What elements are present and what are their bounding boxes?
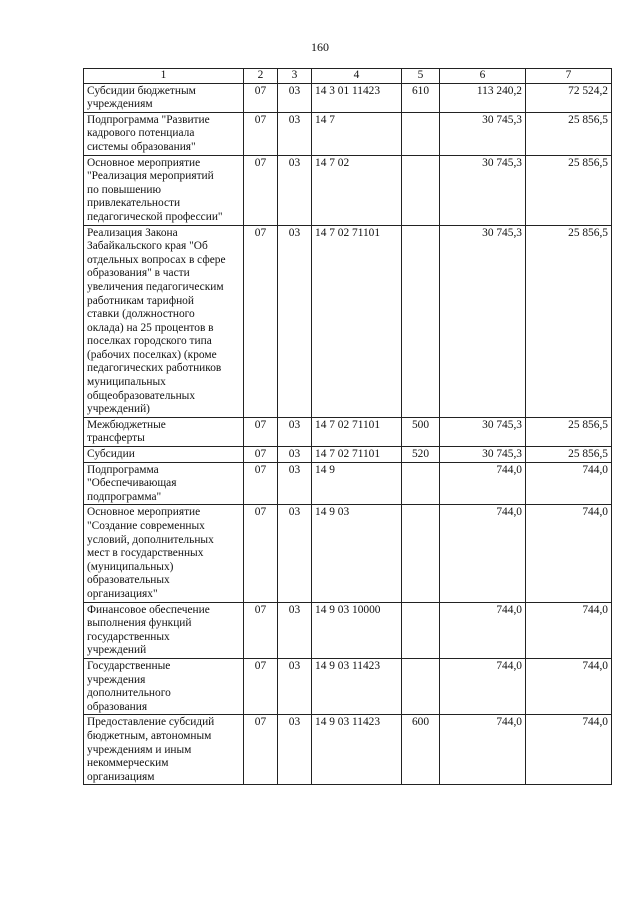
row-name-cell: Финансовое обеспечение выполнения функций государственных учреждений	[84, 602, 244, 658]
header-cell: 5	[402, 69, 440, 84]
table-row	[84, 155, 612, 225]
subsection-cell: 03	[278, 505, 312, 602]
subsection-cell: 03	[278, 417, 312, 446]
subsection-cell: 03	[278, 462, 312, 505]
subsection-cell: 03	[278, 602, 312, 658]
amount-col6-cell: 744,0	[440, 715, 526, 785]
target-code-cell: 14 3 01 11423	[312, 83, 402, 112]
amount-col7-cell: 744,0	[526, 715, 612, 785]
amount-col7-cell: 25 856,5	[526, 155, 612, 225]
subsection-cell: 03	[278, 447, 312, 463]
target-code-cell: 14 9 03	[312, 505, 402, 602]
section-cell: 07	[244, 112, 278, 155]
expense-type-cell	[402, 225, 440, 417]
subsection-cell: 03	[278, 658, 312, 714]
section-cell: 07	[244, 602, 278, 658]
amount-col6-cell: 30 745,3	[440, 225, 526, 417]
section-cell: 07	[244, 462, 278, 505]
row-name-cell: Государственные учреждения дополнительного образования	[84, 658, 244, 714]
amount-col6-cell: 744,0	[440, 505, 526, 602]
target-code-cell: 14 7 02 71101	[312, 417, 402, 446]
row-name-cell: Субсидии	[84, 447, 244, 463]
amount-col6-cell: 30 745,3	[440, 447, 526, 463]
target-code-cell: 14 9 03 11423	[312, 658, 402, 714]
budget-table	[83, 68, 612, 785]
subsection-cell: 03	[278, 112, 312, 155]
table-row	[84, 447, 612, 463]
row-name-cell: Реализация Закона Забайкальского края "Об отдельных вопросах в сфере образования" в части увеличения педагогическим работникам тарифной ставки (должностного оклада) на 25 процентов в поселках городского типа (рабочих поселках) (кроме педагогических работников муниципальных общеобразовательных учреждений)	[84, 225, 244, 417]
expense-type-cell: 610	[402, 83, 440, 112]
expense-type-cell	[402, 112, 440, 155]
row-name-cell: Межбюджетные трансферты	[84, 417, 244, 446]
row-name-cell: Субсидии бюджетным учреждениям	[84, 83, 244, 112]
header-cell: 3	[278, 69, 312, 84]
amount-col6-cell: 744,0	[440, 658, 526, 714]
section-cell: 07	[244, 505, 278, 602]
header-cell: 2	[244, 69, 278, 84]
header-cell: 7	[526, 69, 612, 84]
subsection-cell: 03	[278, 155, 312, 225]
amount-col7-cell: 25 856,5	[526, 112, 612, 155]
table-row	[84, 658, 612, 714]
expense-type-cell	[402, 602, 440, 658]
target-code-cell: 14 9 03 10000	[312, 602, 402, 658]
amount-col7-cell: 25 856,5	[526, 447, 612, 463]
section-cell: 07	[244, 225, 278, 417]
expense-type-cell: 600	[402, 715, 440, 785]
section-cell: 07	[244, 447, 278, 463]
subsection-cell: 03	[278, 83, 312, 112]
table-row	[84, 505, 612, 602]
target-code-cell: 14 7 02	[312, 155, 402, 225]
header-cell: 6	[440, 69, 526, 84]
row-name-cell: Подпрограмма "Обеспечивающая подпрограмма"	[84, 462, 244, 505]
target-code-cell: 14 9	[312, 462, 402, 505]
table-row	[84, 112, 612, 155]
table-row	[84, 225, 612, 417]
expense-type-cell	[402, 658, 440, 714]
expense-type-cell: 500	[402, 417, 440, 446]
amount-col7-cell: 744,0	[526, 658, 612, 714]
target-code-cell: 14 7 02 71101	[312, 225, 402, 417]
amount-col7-cell: 25 856,5	[526, 417, 612, 446]
amount-col6-cell: 30 745,3	[440, 112, 526, 155]
amount-col6-cell: 744,0	[440, 602, 526, 658]
section-cell: 07	[244, 83, 278, 112]
row-name-cell: Предоставление субсидий бюджетным, автономным учреждениям и иным некоммерческим организациям	[84, 715, 244, 785]
expense-type-cell: 520	[402, 447, 440, 463]
amount-col7-cell: 744,0	[526, 505, 612, 602]
amount-col6-cell: 113 240,2	[440, 83, 526, 112]
section-cell: 07	[244, 658, 278, 714]
section-cell: 07	[244, 155, 278, 225]
target-code-cell: 14 7	[312, 112, 402, 155]
table-row	[84, 462, 612, 505]
page-number: 160	[311, 40, 329, 54]
target-code-cell: 14 9 03 11423	[312, 715, 402, 785]
section-cell: 07	[244, 417, 278, 446]
amount-col6-cell: 30 745,3	[440, 155, 526, 225]
expense-type-cell	[402, 155, 440, 225]
header-cell: 1	[84, 69, 244, 84]
expense-type-cell	[402, 505, 440, 602]
table-header-row	[84, 69, 612, 84]
section-cell: 07	[244, 715, 278, 785]
table-row	[84, 602, 612, 658]
table-row	[84, 417, 612, 446]
row-name-cell: Основное мероприятие "Реализация мероприятий по повышению привлекательности педагогической профессии"	[84, 155, 244, 225]
row-name-cell: Подпрограмма "Развитие кадрового потенциала системы образования"	[84, 112, 244, 155]
amount-col7-cell: 744,0	[526, 602, 612, 658]
table-row	[84, 83, 612, 112]
amount-col7-cell: 25 856,5	[526, 225, 612, 417]
amount-col6-cell: 30 745,3	[440, 417, 526, 446]
amount-col6-cell: 744,0	[440, 462, 526, 505]
row-name-cell: Основное мероприятие "Создание современных условий, дополнительных мест в государственных (муниципальных) образовательных организациях"	[84, 505, 244, 602]
expense-type-cell	[402, 462, 440, 505]
amount-col7-cell: 744,0	[526, 462, 612, 505]
amount-col7-cell: 72 524,2	[526, 83, 612, 112]
subsection-cell: 03	[278, 715, 312, 785]
target-code-cell: 14 7 02 71101	[312, 447, 402, 463]
table-row	[84, 715, 612, 785]
header-cell: 4	[312, 69, 402, 84]
subsection-cell: 03	[278, 225, 312, 417]
